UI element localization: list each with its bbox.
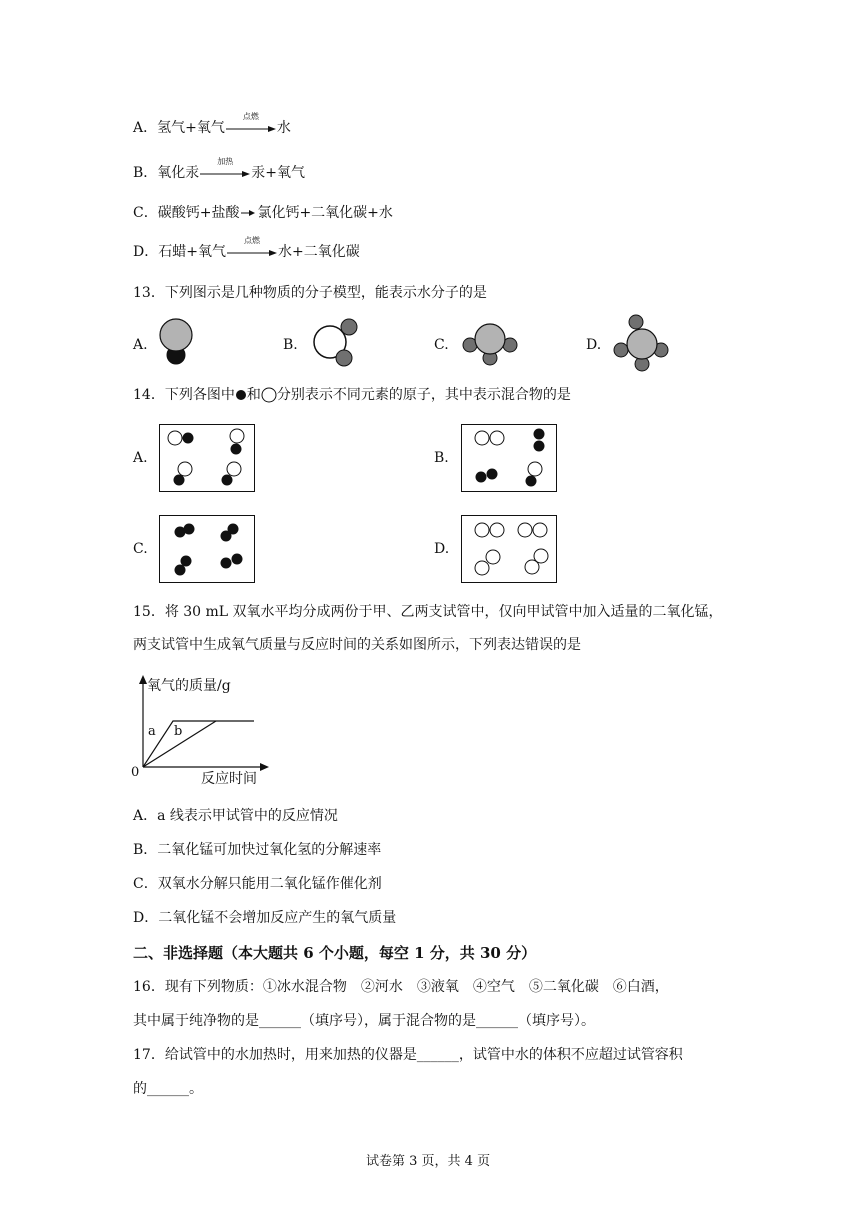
q17-line2: 的______。 [133, 1081, 203, 1097]
q16-line1: 16．现有下列物质：①冰水混合物 ②河水 ③液氧 ④空气 ⑤二氧化碳 ⑥白酒， [133, 979, 669, 995]
q14-box-c [159, 515, 255, 583]
option-label: B． [133, 165, 158, 181]
y-axis-arrow-icon [139, 675, 147, 684]
products: 氯化钙+二氧化碳+水 [257, 205, 393, 221]
q15-option-a: A．a 线表示甲试管中的反应情况 [133, 808, 338, 824]
molecule-c-icon [459, 318, 521, 368]
particles-d-icon [462, 516, 556, 582]
option-label: D． [133, 244, 159, 260]
q12-option-c [133, 203, 393, 223]
section-heading: 二、非选择题（本大题共 6 个小题，每空 1 分，共 30 分） [133, 944, 537, 962]
q12-option-a [133, 112, 291, 138]
q14-label-c: C. [133, 541, 148, 557]
q17-line1: 17．给试管中的水加热时，用来加热的仪器是______，试管中水的体积不应超过试管容积 [133, 1047, 683, 1063]
q14-label-a: A. [133, 450, 148, 466]
x-axis-arrow-icon [260, 763, 269, 771]
stem-text: 14．下列各图中 [133, 387, 235, 403]
q13-label-c: C. [434, 337, 449, 353]
reactants: 石蜡+氧气 [158, 244, 226, 260]
q14-label-b: B. [434, 450, 449, 466]
reaction-condition: 点燃 [242, 112, 259, 121]
q15-option-d: D．二氧化锰不会增加反应产生的氧气质量 [133, 910, 397, 926]
white-atom-icon [261, 387, 277, 403]
q15-stem-line2: 两支试管中生成氧气质量与反应时间的关系如图所示，下列表达错误的是 [133, 637, 581, 653]
reaction-arrow [227, 236, 277, 259]
q14-box-a [159, 424, 255, 492]
q12-option-b [133, 157, 306, 183]
graph-line-b-label: b [174, 724, 183, 739]
particles-a-icon [160, 425, 254, 491]
q15-option-b: B．二氧化锰可加快过氧化氢的分解速率 [133, 842, 382, 858]
q13-stem: 13．下列图示是几种物质的分子模型，能表示水分子的是 [133, 285, 487, 301]
q14-stem [133, 385, 571, 405]
q16-line2: 其中属于纯净物的是______（填序号），属于混合物的是______（填序号）。 [133, 1013, 595, 1029]
particles-c-icon [160, 516, 254, 582]
reaction-arrow [241, 209, 255, 217]
products: 汞+氧气 [251, 165, 306, 181]
graph-x-label: 反应时间 [201, 771, 257, 787]
molecule-b-icon [308, 318, 360, 368]
q15-stem-line1: 15．将 30 mL 双氧水平均分成两份于甲、乙两支试管中，仅向甲试管中加入适量的二氧化锰， [133, 604, 723, 620]
black-atom-icon [235, 389, 247, 401]
line-a [143, 721, 254, 767]
q12-option-d [133, 236, 360, 262]
q13-label-d: D. [586, 337, 602, 353]
products: 水 [276, 120, 291, 136]
q14-label-d: D. [434, 541, 450, 557]
stem-text: 和 [246, 387, 261, 403]
option-label: C． [133, 205, 158, 221]
page-footer: 试卷第 3 页，共 4 页 [366, 1154, 491, 1169]
stem-text: 分别表示不同元素的原子，其中表示混合物的是 [276, 387, 571, 403]
graph-line-a-label: a [148, 724, 156, 739]
reaction-condition: 点燃 [243, 236, 260, 245]
option-label: A． [133, 120, 158, 136]
particles-b-icon [462, 425, 556, 491]
graph-y-label: 氧气的质量/g [147, 678, 231, 694]
q13-label-b: B. [283, 337, 298, 353]
reactants: 氧化汞 [157, 165, 200, 181]
q14-box-d [461, 515, 557, 583]
products: 水+二氧化碳 [277, 244, 360, 260]
reaction-arrow [200, 157, 250, 180]
q15-option-c: C．双氧水分解只能用二氧化锰作催化剂 [133, 876, 382, 892]
reaction-arrow [226, 112, 276, 135]
q14-box-b [461, 424, 557, 492]
reactants: 氢气+氧气 [157, 120, 225, 136]
reactants: 碳酸钙+盐酸 [157, 205, 240, 221]
reaction-condition: 加热 [217, 157, 234, 166]
molecule-d-icon [611, 313, 673, 373]
q13-label-a: A. [133, 337, 148, 353]
molecule-a-icon [156, 318, 198, 370]
graph-origin-label: 0 [131, 765, 140, 780]
